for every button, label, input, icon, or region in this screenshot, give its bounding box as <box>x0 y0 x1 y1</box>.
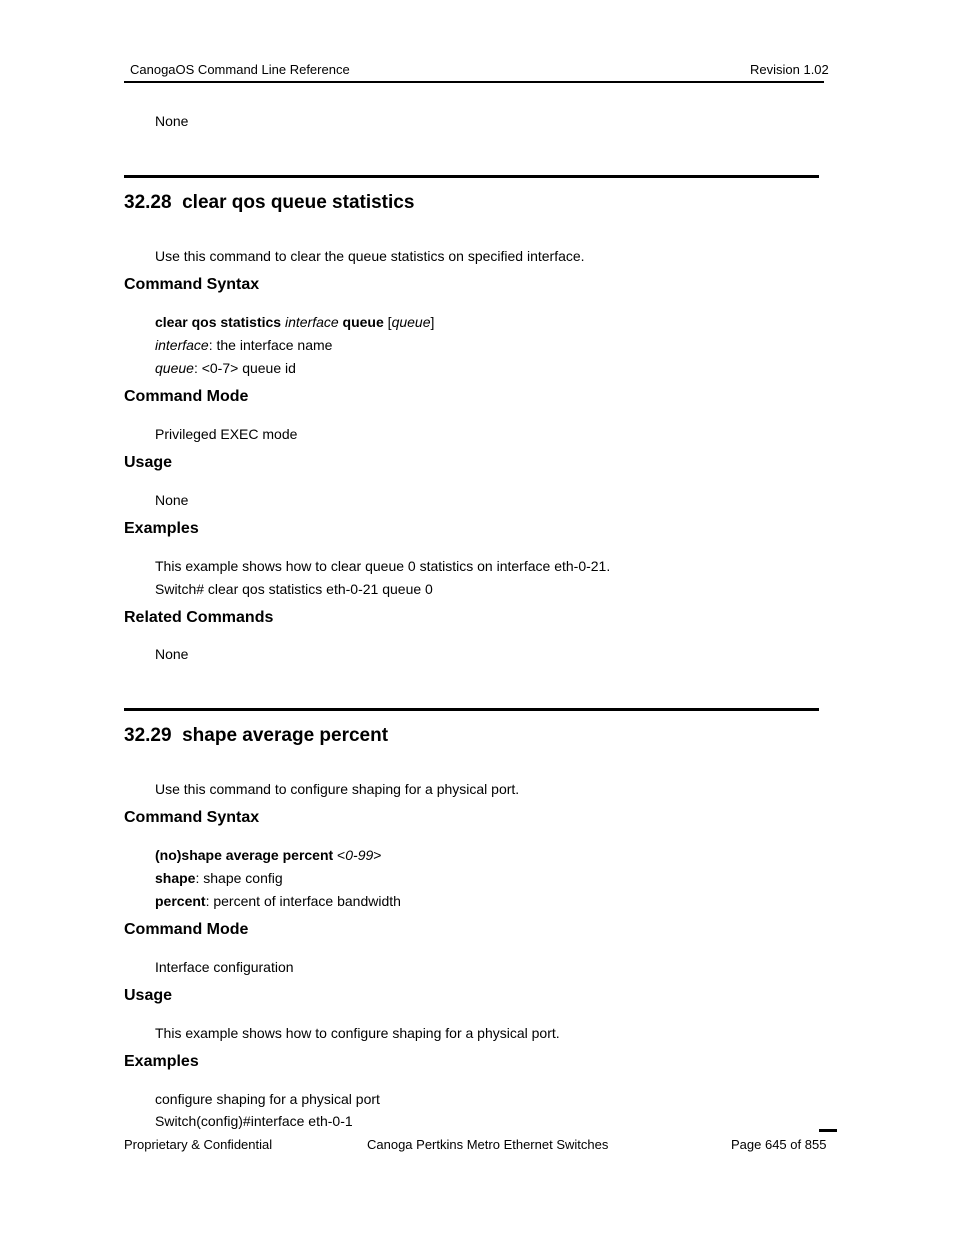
syntax-gt: > <box>373 847 382 863</box>
syntax-arg-range: 0-99 <box>345 847 374 863</box>
section-title: clear qos queue statistics <box>182 192 415 213</box>
example-text: configure shaping for a physical port <box>155 1091 380 1107</box>
param-name: queue <box>155 360 194 376</box>
syntax-lt: < <box>333 847 346 863</box>
section-number: 32.29 <box>124 725 172 746</box>
example-command: Switch# clear qos statistics eth-0-21 queue 0 <box>155 581 433 597</box>
section-description: Use this command to configure shaping for a physical port. <box>155 781 520 797</box>
param-interface <box>155 337 332 353</box>
param-name: interface <box>155 337 209 353</box>
syntax-command: clear qos statistics <box>155 314 285 330</box>
footer-page-number: Page 645 of 855 <box>731 1137 827 1152</box>
param-desc: : percent of interface bandwidth <box>205 893 401 909</box>
example-command: Switch(config)#interface eth-0-1 <box>155 1113 353 1129</box>
param-desc: : the interface name <box>208 337 333 353</box>
syntax-heading: Command Syntax <box>124 809 260 826</box>
related-heading: Related Commands <box>124 609 274 626</box>
footer-center: Canoga Pertkins Metro Ethernet Switches <box>367 1137 609 1152</box>
param-name: percent <box>155 893 206 909</box>
bracket-close: ] <box>430 314 435 330</box>
usage-text: None <box>155 492 189 508</box>
syntax-command: (no)shape average percent <box>155 847 334 863</box>
param-desc: : <0-7> queue id <box>193 360 296 376</box>
syntax-arg-queue: queue <box>391 314 431 330</box>
section-title: shape average percent <box>182 725 389 746</box>
header-rule <box>124 81 824 83</box>
footer-mark <box>819 1129 837 1132</box>
param-desc: : shape config <box>195 870 283 886</box>
usage-heading: Usage <box>124 454 173 471</box>
param-shape <box>155 870 283 886</box>
section-heading <box>124 725 388 747</box>
section-number: 32.28 <box>124 192 172 213</box>
param-name: shape <box>155 870 196 886</box>
syntax-heading: Command Syntax <box>124 276 260 293</box>
mode-heading: Command Mode <box>124 388 249 405</box>
mode-heading: Command Mode <box>124 921 249 938</box>
usage-text: This example shows how to configure shaping for a physical port. <box>155 1025 560 1041</box>
syntax-arg-interface: interface <box>284 314 339 330</box>
related-text: None <box>155 646 189 662</box>
syntax-line <box>155 847 381 863</box>
header-revision: Revision 1.02 <box>750 62 829 77</box>
section-description: Use this command to clear the queue statistics on specified interface. <box>155 248 585 264</box>
mode-text: Privileged EXEC mode <box>155 426 298 442</box>
usage-heading: Usage <box>124 987 173 1004</box>
header-title: CanogaOS Command Line Reference <box>130 62 350 77</box>
mode-text: Interface configuration <box>155 959 294 975</box>
prev-related-none: None <box>155 113 189 129</box>
examples-heading: Examples <box>124 520 199 537</box>
section-rule <box>124 708 819 711</box>
syntax-keyword-queue: queue <box>338 314 388 330</box>
example-text: This example shows how to clear queue 0 statistics on interface eth-0-21. <box>155 558 611 574</box>
bracket-open: [ <box>387 314 392 330</box>
syntax-line <box>155 314 434 330</box>
param-percent <box>155 893 401 909</box>
section-rule <box>124 175 819 178</box>
examples-heading: Examples <box>124 1053 199 1070</box>
param-queue <box>155 360 296 376</box>
section-heading <box>124 192 414 214</box>
footer-left: Proprietary & Confidential <box>124 1137 273 1152</box>
